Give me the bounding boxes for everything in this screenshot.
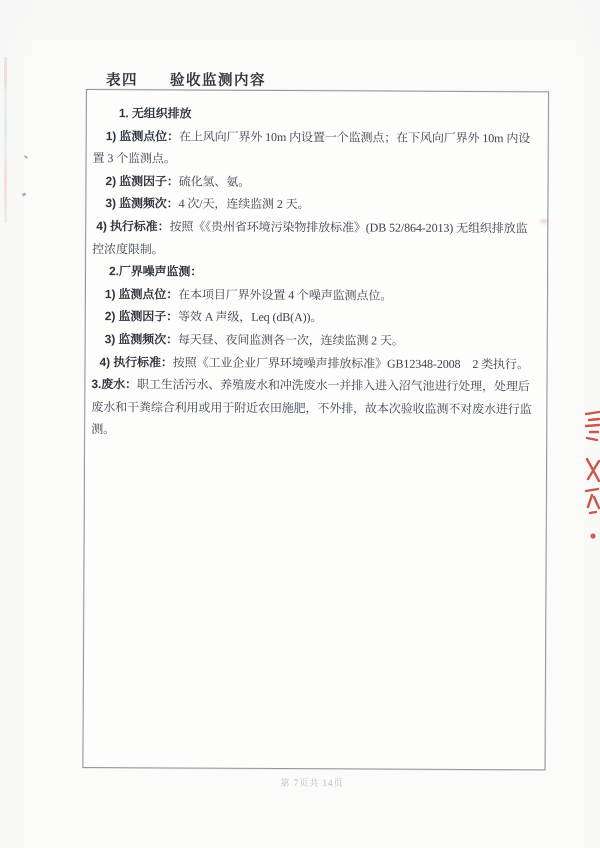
table-text-line: 1) 监测点位：在上风向厂界外 10m 内设置一个监测点；在下风向厂界外 10m 内设 (105, 128, 531, 145)
table-text-line: 4) 执行标准：按照《工业企业厂界环境噪声排放标准》GB12348-2008 2 类执行。 (99, 354, 529, 371)
page-number: 第 7页共 14页 (280, 778, 344, 788)
table-text-line: 2) 监测因子：硫化氢、氨。 (105, 173, 251, 189)
scan-smudge (540, 219, 549, 224)
table-text-line: 2) 监测因子：等效 A 声级，Leq (dB(A))。 (104, 309, 323, 325)
table-text-line: 废水和干粪综合利用或用于附近农田施肥，不外排，故本次验收监测不对废水进行监 (91, 399, 532, 417)
red-stamp-fragment (584, 405, 600, 547)
table-text-line: 置 3 个监测点。 (92, 151, 176, 166)
scan-speck (24, 155, 28, 159)
table-text-line: 3) 监测频次：每天昼、夜间监测各一次，连续监测 2 天。 (104, 332, 404, 348)
table-text-line: 3) 监测频次：4 次/天，连续监测 2 天。 (105, 196, 310, 212)
scan-edge-artifact (4, 57, 7, 223)
table-text-line: 测。 (91, 422, 116, 437)
table-body (85, 90, 548, 443)
section-3-heading: 3.废水：职工生活污水、养殖废水和冲洗废水一并排入进入沼气池进行处理，处理后 (91, 377, 530, 394)
scan-speck (22, 192, 27, 196)
table-caption: 表四 验收监测内容 (106, 73, 266, 89)
table-text-line: 4) 执行标准：按照《《贵州省环境污染物排放标准》(DB 52/864-2013) 无组织排放监 (96, 219, 528, 236)
table-text-line: 控浓度限制。 (92, 241, 164, 256)
monitoring-content-table (82, 89, 549, 770)
section-1-heading: 1. 无组织排放 (118, 106, 192, 121)
section-2-heading: 2.厂界噪声监测： (109, 264, 203, 279)
table-text-line: 1) 监测点位：在本项目厂界外设置 4 个噪声监测点位。 (104, 286, 393, 303)
